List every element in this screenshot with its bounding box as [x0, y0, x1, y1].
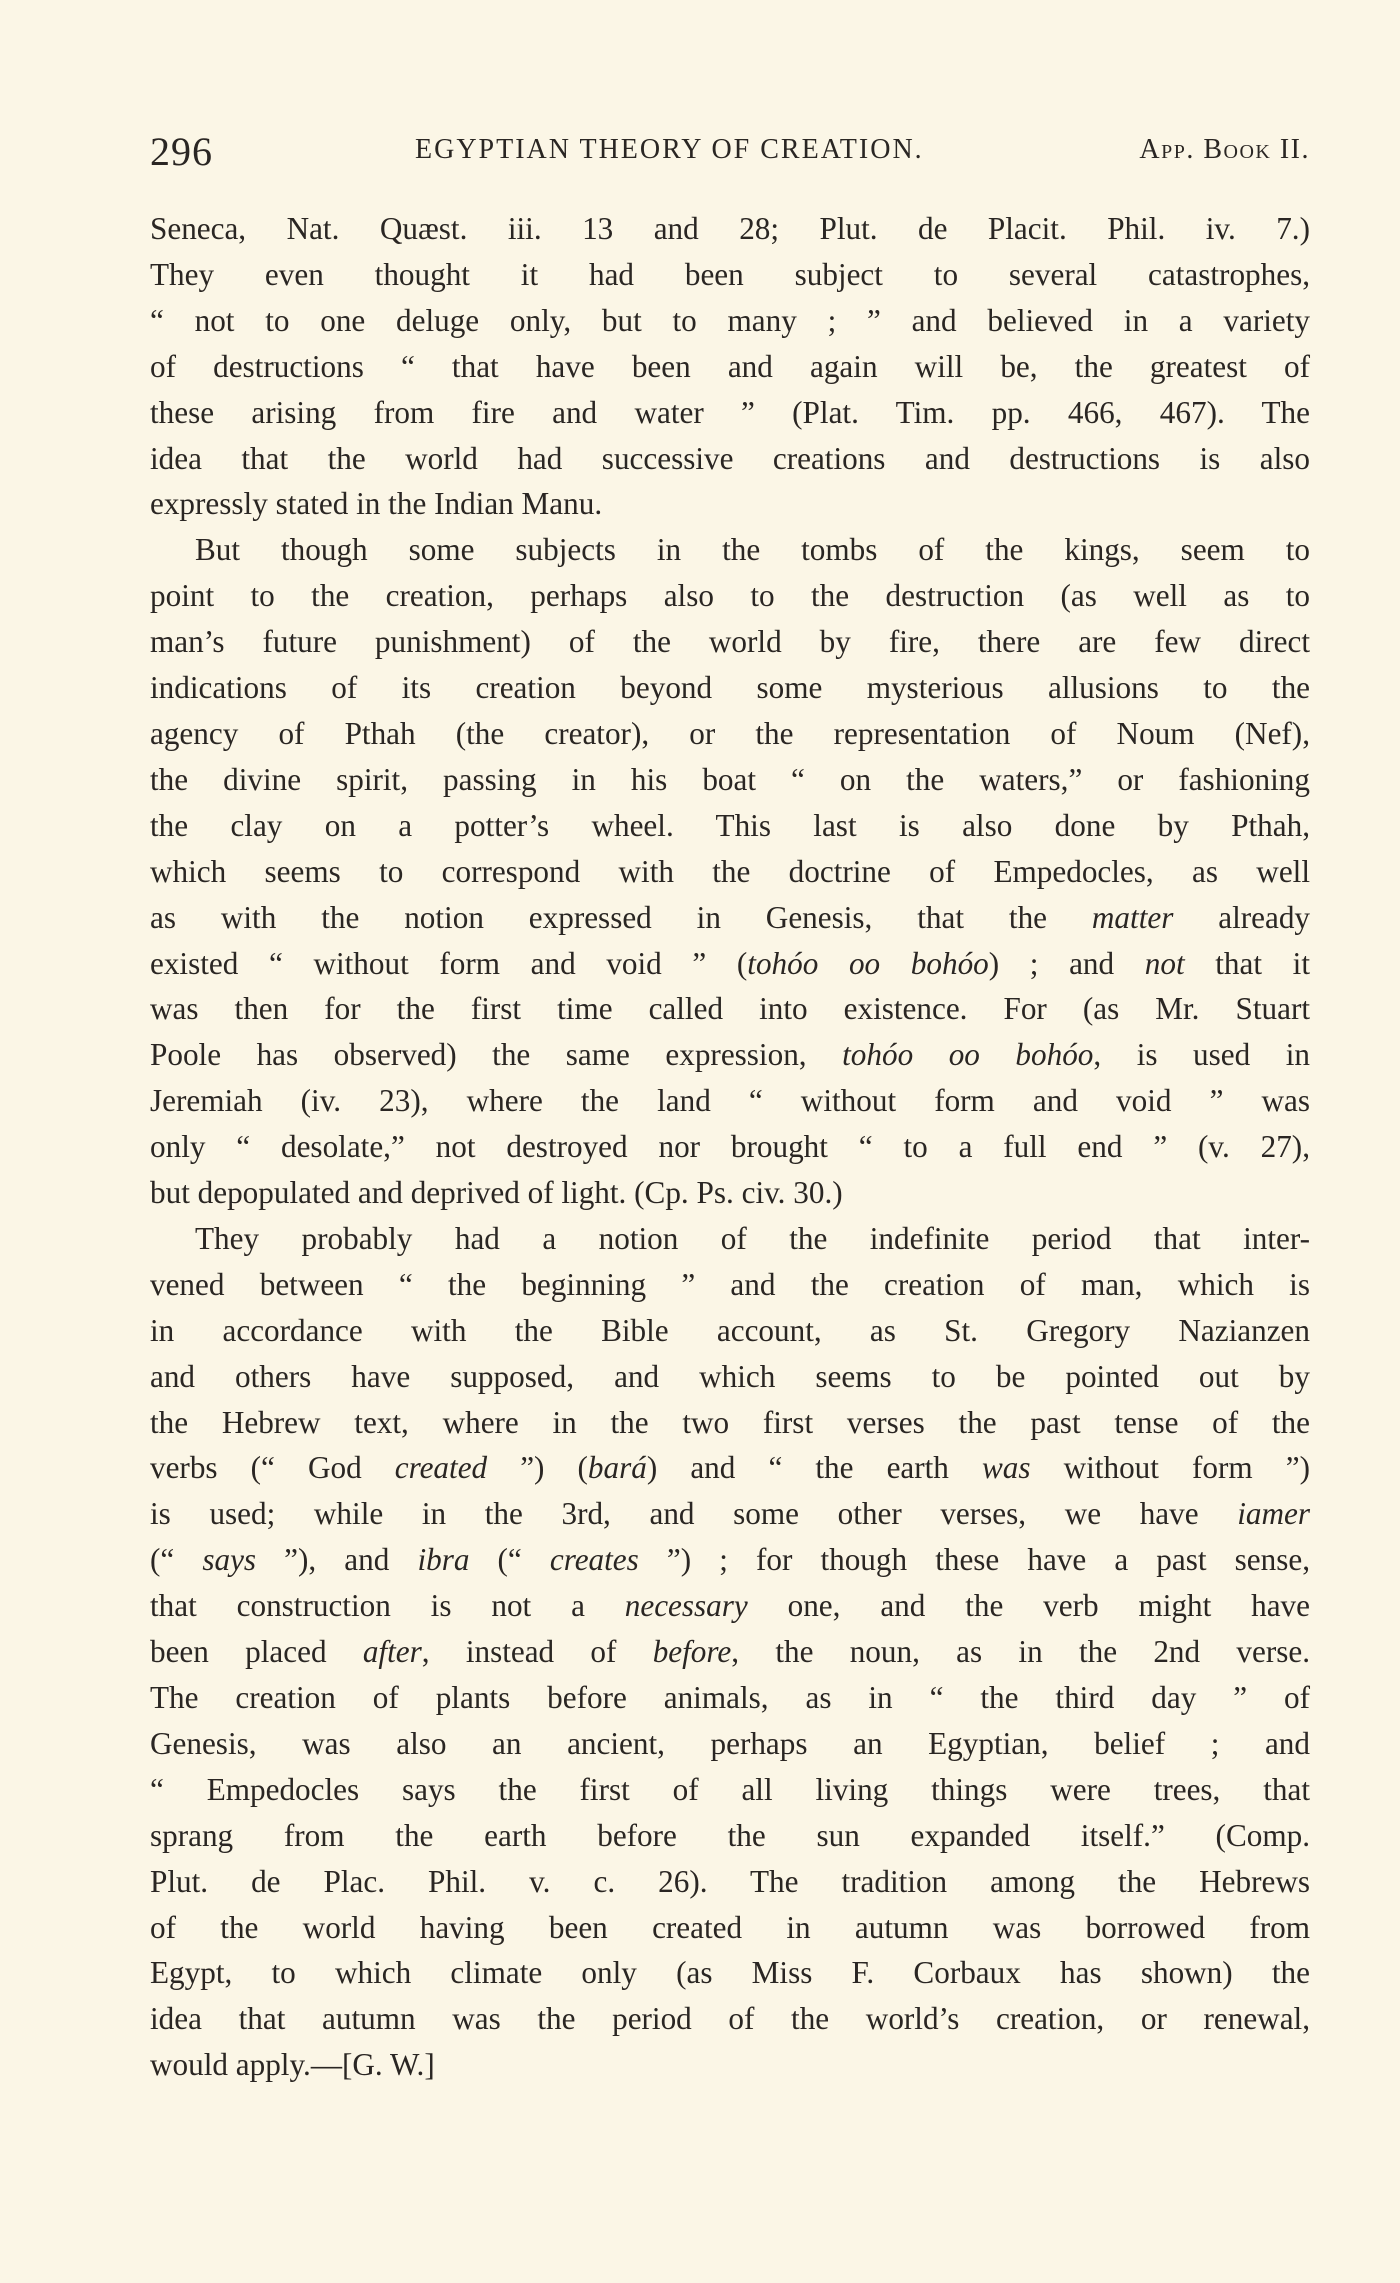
text-segment: man’s future punishment) of the world by fire, there are few direct	[150, 624, 1310, 660]
text-segment: Jeremiah (iv. 23), where the land “ without form and void ” was	[150, 1083, 1310, 1119]
text-segment: already	[1173, 899, 1311, 935]
text-segment: that construction is not a	[150, 1588, 625, 1624]
italic-text: bará	[587, 1450, 647, 1486]
text-line	[150, 1124, 1310, 1170]
text-segment: been placed	[150, 1634, 363, 1670]
page-number: 296	[150, 129, 213, 174]
text-segment: of the world having been created in autumn was borrowed from	[150, 1909, 1310, 1945]
text-segment: existed “ without form and void ” (	[150, 945, 748, 981]
text-segment: idea that autumn was the period of the world’s creation, or renewal,	[150, 2001, 1310, 2037]
text-segment: without form ”)	[1030, 1450, 1310, 1486]
text-line	[150, 757, 1310, 803]
text-line	[150, 1859, 1310, 1905]
text-line	[150, 527, 1310, 573]
italic-text: tohóo oo bohóo	[842, 1037, 1094, 1073]
text-segment: “ not to one deluge only, but to many ; ” and believed in a variety	[150, 302, 1310, 338]
text-segment: verbs (“ God	[150, 1450, 395, 1486]
text-segment: , is used in	[1093, 1037, 1311, 1073]
text-segment: the Hebrew text, where in the two first verses the past tense of the	[150, 1404, 1310, 1440]
text-segment: Genesis, was also an ancient, perhaps an Egyptian, belief ; and	[150, 1725, 1310, 1761]
italic-text: after	[362, 1634, 422, 1670]
text-line	[150, 1032, 1310, 1078]
text-line	[150, 1078, 1310, 1124]
text-line	[150, 849, 1310, 895]
text-line	[150, 895, 1310, 941]
italic-text: before	[652, 1634, 732, 1670]
text-segment: (“	[469, 1542, 550, 1578]
italic-text: created	[394, 1450, 488, 1486]
text-line	[150, 1262, 1310, 1308]
text-line	[150, 1170, 1310, 1216]
text-segment: expressly stated in the Indian Manu.	[150, 486, 603, 522]
text-segment: They even thought it had been subject to several catastrophes,	[150, 256, 1310, 292]
text-line	[150, 1813, 1310, 1859]
text-line	[150, 1996, 1310, 2042]
italic-text: tohóo oo bohóo	[747, 945, 989, 981]
text-segment: in accordance with the Bible account, as St. Gregory Nazianzen	[150, 1312, 1310, 1348]
italic-text: not	[1144, 945, 1185, 981]
text-line	[150, 1354, 1310, 1400]
book-reference: App. Book II.	[1139, 134, 1310, 165]
text-line	[150, 941, 1310, 987]
text-segment: the divine spirit, passing in his boat “ on the waters,” or fashioning	[150, 761, 1310, 797]
text-segment: , the noun, as in the 2nd verse.	[731, 1634, 1310, 1670]
text-segment: point to the creation, perhaps also to the destruction (as well as to	[150, 578, 1310, 614]
text-segment: (“	[150, 1542, 203, 1578]
text-segment: one, and the verb might have	[747, 1588, 1310, 1624]
text-line	[150, 206, 1310, 252]
text-line	[150, 298, 1310, 344]
text-segment: ) ; and	[988, 945, 1145, 981]
text-segment: Seneca, Nat. Quæst. iii. 13 and 28; Plut. de Placit. Phil. iv. 7.)	[150, 211, 1310, 246]
text-line	[150, 1537, 1310, 1583]
text-segment: and others have supposed, and which seems to be pointed out by	[150, 1358, 1310, 1394]
text-line	[150, 252, 1310, 298]
text-segment: ”) (	[487, 1450, 588, 1486]
text-segment: idea that the world had successive creations and destructions is also	[150, 440, 1310, 476]
text-line	[150, 803, 1310, 849]
text-line	[150, 665, 1310, 711]
text-segment: the clay on a potter’s wheel. This last is also done by Pthah,	[150, 807, 1310, 843]
text-segment: The creation of plants before animals, as in “ the third day ” of	[150, 1680, 1310, 1715]
text-line	[150, 1583, 1310, 1629]
italic-text: necessary	[624, 1588, 748, 1624]
italic-text: says	[202, 1542, 257, 1578]
text-segment: sprang from the earth before the sun expanded itself.” (Comp.	[150, 1817, 1310, 1853]
text-segment: They probably had a notion of the indefinite period that inter-	[195, 1220, 1310, 1256]
text-segment: ) and “ the earth	[646, 1450, 982, 1486]
text-line	[150, 1905, 1310, 1951]
body-text	[150, 206, 1310, 2088]
text-segment: was then for the first time called into existence. For (as Mr. Stuart	[150, 991, 1310, 1027]
text-line	[150, 344, 1310, 390]
text-segment: indications of its creation beyond some mysterious allusions to the	[150, 670, 1310, 706]
text-line	[150, 1400, 1310, 1446]
text-line	[150, 986, 1310, 1032]
text-line	[150, 711, 1310, 757]
text-segment: that it	[1184, 945, 1310, 981]
text-segment: Egypt, to which climate only (as Miss F. Corbaux has shown) the	[150, 1955, 1310, 1991]
text-segment: agency of Pthah (the creator), or the representation of Noum (Nef),	[150, 715, 1310, 751]
text-line	[150, 1308, 1310, 1354]
text-segment: as with the notion expressed in Genesis, that the	[150, 899, 1092, 935]
running-header	[150, 128, 1310, 178]
text-line	[150, 573, 1310, 619]
text-segment: vened between “ the beginning ” and the creation of man, which is	[150, 1266, 1310, 1302]
italic-text: was	[982, 1450, 1031, 1486]
text-segment: is used; while in the 3rd, and some other verses, we have	[150, 1496, 1238, 1532]
text-line	[150, 481, 1310, 527]
italic-text: creates	[549, 1542, 639, 1578]
text-segment: But though some subjects in the tombs of the kings, seem to	[195, 532, 1310, 568]
text-segment: only “ desolate,” not destroyed nor brought “ to a full end ” (v. 27),	[150, 1129, 1310, 1165]
italic-text: iamer	[1237, 1496, 1310, 1532]
text-segment: “ Empedocles says the first of all living things were trees, that	[150, 1771, 1310, 1807]
text-segment: Plut. de Plac. Phil. v. c. 26). The tradition among the Hebrews	[150, 1863, 1310, 1899]
text-segment: but depopulated and deprived of light. (Cp. Ps. civ. 30.)	[150, 1175, 843, 1211]
text-line	[150, 1216, 1310, 1262]
running-title: EGYPTIAN THEORY OF CREATION.	[415, 134, 924, 165]
text-segment: these arising from fire and water ” (Plat. Tim. pp. 466, 467). The	[150, 394, 1310, 430]
text-line	[150, 1721, 1310, 1767]
text-segment: ”), and	[256, 1542, 418, 1578]
text-line	[150, 1950, 1310, 1996]
text-segment: Poole has observed) the same expression,	[150, 1037, 843, 1073]
text-line	[150, 1629, 1310, 1675]
text-line	[150, 1767, 1310, 1813]
text-segment: of destructions “ that have been and again will be, the greatest of	[150, 348, 1310, 384]
text-line	[150, 1491, 1310, 1537]
text-line	[150, 1675, 1310, 1721]
text-segment: ”) ; for though these have a past sense,	[638, 1542, 1310, 1578]
text-line	[150, 390, 1310, 436]
text-segment: , instead of	[421, 1634, 653, 1670]
italic-text: matter	[1091, 899, 1174, 935]
text-line	[150, 436, 1310, 482]
italic-text: ibra	[417, 1542, 470, 1578]
text-segment: would apply.—[G. W.]	[150, 2047, 435, 2083]
text-line	[150, 1445, 1310, 1491]
text-line	[150, 619, 1310, 665]
text-segment: which seems to correspond with the doctrine of Empedocles, as well	[150, 853, 1310, 889]
text-line	[150, 2042, 1310, 2088]
